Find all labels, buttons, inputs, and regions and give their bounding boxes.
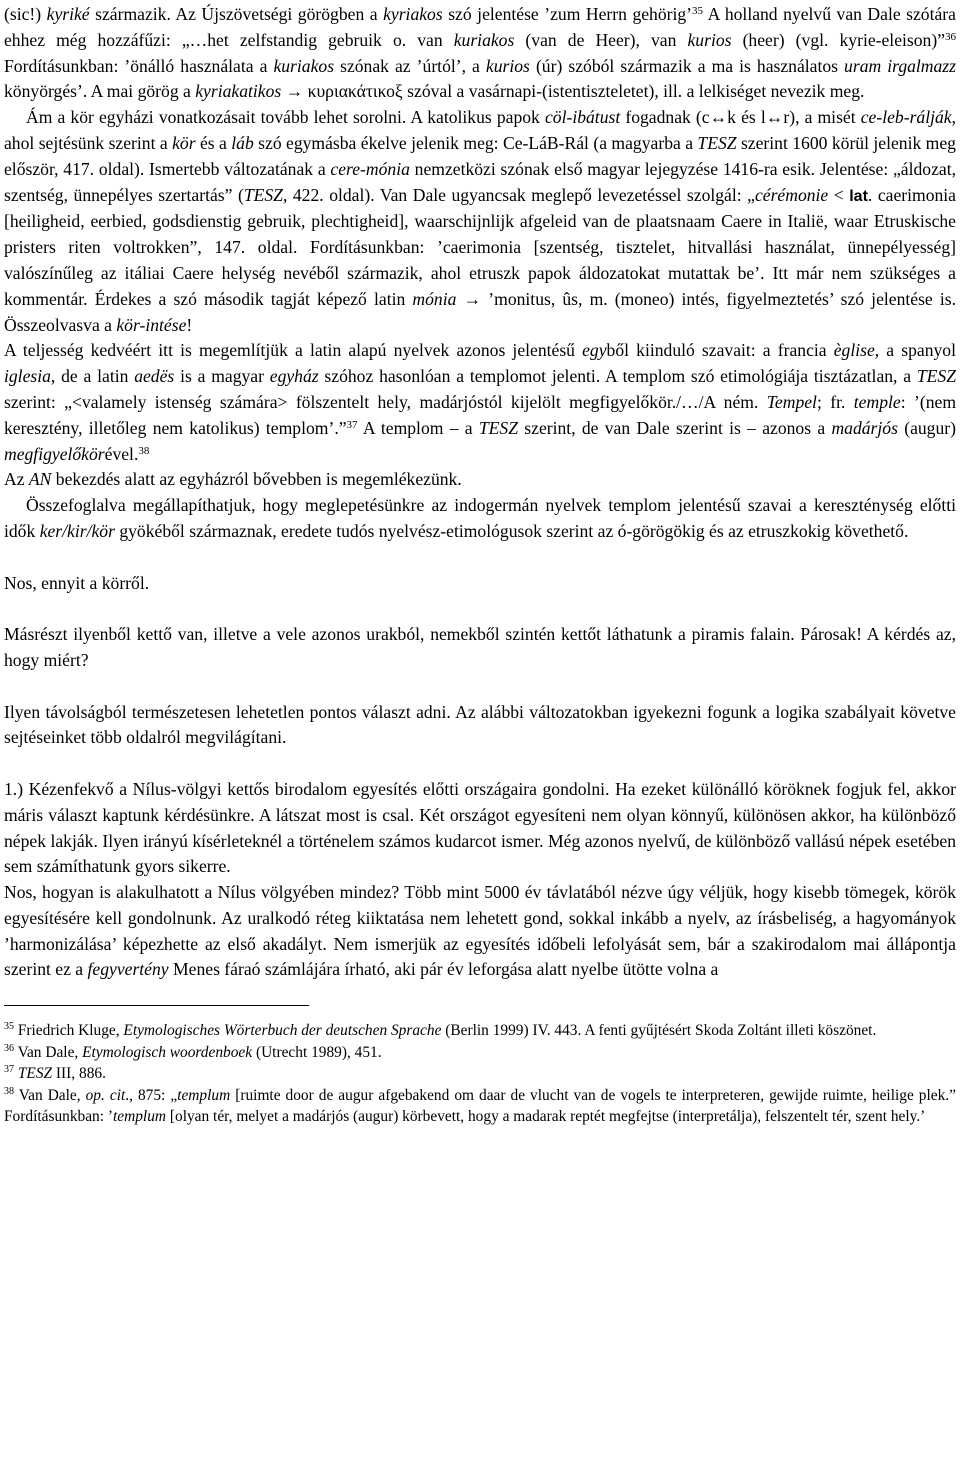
text-run: ! bbox=[186, 314, 193, 335]
text-run: (Utrecht 1989), 451. bbox=[252, 1043, 382, 1061]
text-run: Nos, hogyan is alakulhatott a Nílus völgyében mindez? Több mint 5000 év távlatából nézve úgy véljük, hogy kisebb tömegek, körök egyesítésére kell gondolnunk. Az uralkodó réteg kiiktatása nem lehetett gond, sokkal inkább a nyelv, az írásbeliség, a hagyományok ’harmonizálása’ képezhette az első akadályt. Nem ismerjük az egyesítés időbeli lefolyását sem, bár a szakirodalom mai állápontja szerint ez a bbox=[4, 882, 956, 980]
italic-run: cérémonie bbox=[754, 184, 829, 205]
italic-run: kyriakos bbox=[383, 4, 443, 24]
text-run: és a bbox=[195, 132, 232, 153]
footnote-ref: 38 bbox=[4, 1085, 14, 1097]
paragraph bbox=[4, 880, 956, 983]
footnote bbox=[4, 1042, 956, 1063]
italic-run: TESZ bbox=[916, 366, 956, 387]
text-run: < bbox=[828, 184, 850, 205]
italic-run: kör-intése bbox=[116, 314, 187, 335]
footnote-ref: 38 bbox=[138, 444, 150, 457]
italic-run: ce-leb-rálják bbox=[860, 107, 952, 128]
italic-run: fegyvertény bbox=[87, 959, 169, 980]
text-run: III, 886. bbox=[52, 1065, 106, 1083]
document-page bbox=[4, 2, 956, 1127]
text-run: könyörgés’. A mai görög a bbox=[4, 81, 196, 102]
text-run: Friedrich Kluge, bbox=[14, 1022, 124, 1040]
text-run: Van Dale, bbox=[14, 1086, 86, 1104]
italic-run: egyház bbox=[269, 366, 319, 387]
footnote-separator bbox=[4, 1005, 309, 1006]
paragraph bbox=[4, 622, 956, 674]
text-run: szó egymásba ékelve jelenik meg: Ce-LáB-Rál (a magyarba a bbox=[253, 132, 698, 153]
italic-run: TESZ bbox=[478, 417, 519, 438]
text-run: szónak az ’úrtól’, a bbox=[334, 55, 486, 76]
text-run: szerint 1600 körül jelenik meg először, 417. oldal). Ismertebb változatának a bbox=[4, 132, 956, 179]
italic-run: TESZ bbox=[243, 184, 283, 205]
text-run: Menes fáraó számlájára írható, aki pár év leforgása alatt nyelbe ütötte volna a bbox=[168, 959, 719, 980]
text-run: Összefoglalva megállapíthatjuk, hogy meglepetésünkre az indogermán nyelvek templom jelentésű szavai a kereszténység előtti idők bbox=[4, 495, 956, 541]
italic-run: AN bbox=[28, 469, 52, 490]
abbrev-run: lat bbox=[849, 187, 868, 205]
italic-run: ker/kir/kör bbox=[39, 520, 115, 541]
text-run: fogadnak (c↔k és l↔r), a misét bbox=[620, 107, 861, 128]
footnote-ref: 35 bbox=[692, 5, 704, 17]
italic-run: op. cit bbox=[85, 1086, 126, 1104]
italic-run: kurios bbox=[687, 29, 732, 50]
paragraph bbox=[4, 467, 956, 493]
paragraph bbox=[4, 338, 956, 467]
text-run: (úr) szóból származik a ma is használatos bbox=[529, 55, 845, 76]
text-run: . caerimonia [heiligheid, eerbied, godsdienstig gebruik, plechtigheid], waarschijnlijk afgeleid van de plaatsnaam Caere in Italië, waar Etruskische pristers riten voltrokken”, 147. oldal. Fordításunkban: ’caerimonia [szentség, tisztelet, hitvallási használat, ünnepélyesség] valószínűleg az itáliai Caere helység nevéből származik, ahol etruszk papok áldozatokat mutattak be’. Itt már nem szükséges a kommentár. Érdekes a szó második tagját képező latin bbox=[4, 184, 956, 309]
italic-run: cöl-ibátust bbox=[544, 107, 621, 128]
italic-run: uram irgalmazz bbox=[844, 55, 956, 76]
text-run: szerint, de van Dale szerint is – azonos a bbox=[518, 417, 832, 438]
text-run: : ’(nem keresztény, illetőleg nem katolikus) templom’.” bbox=[4, 391, 956, 438]
text-run: származik. Az Újszövetségi görögben a bbox=[89, 4, 384, 24]
text-run: , ahol sejtésünk szerint a bbox=[4, 107, 956, 153]
text-run: nemzetközi szónak első magyar lejegyzése 1416-ra esik. Jelentése: „áldozat, szentség, ünnepélyes szertartás” ( bbox=[4, 158, 956, 205]
text-run: bekezdés alatt az egyházról bővebben is megemlékezünk. bbox=[51, 469, 462, 490]
text-run: (Berlin 1999) IV. 443. A fenti gyűjtésért Skoda Zoltánt illeti köszönet. bbox=[441, 1022, 877, 1040]
paragraph bbox=[4, 700, 956, 752]
text-run: ; fr. bbox=[816, 391, 854, 412]
italic-run: kör bbox=[172, 132, 196, 153]
footnote bbox=[4, 1063, 956, 1084]
footnote-ref: 36 bbox=[945, 30, 957, 43]
footnote bbox=[4, 1020, 956, 1041]
text-run: szerint: „<valamely istenség számára> fölszentelt hely, madárjóstól kijelölt megfigyelőkör./…/A ném. bbox=[4, 391, 767, 412]
italic-run: madárjós bbox=[831, 417, 898, 438]
text-run: (heer) (vgl. kyrie-eleison)” bbox=[731, 29, 946, 50]
text-run: A templom – a bbox=[357, 417, 479, 438]
text-run: Nos, ennyit a körről. bbox=[4, 572, 150, 593]
italic-run: templum bbox=[113, 1107, 167, 1125]
text-run: → κυριακάτικοξ szóval a vasárnapi-(istentiszteletet), ill. a lelkiséget nevezik meg. bbox=[281, 81, 865, 102]
italic-run: kuriakos bbox=[273, 55, 335, 76]
text-run: szó jelentése ’zum Herrn gehörig’ bbox=[442, 4, 693, 24]
text-run: , a spanyol bbox=[874, 340, 956, 361]
paragraph bbox=[4, 571, 956, 597]
paragraph bbox=[4, 493, 956, 545]
italic-run: Tempel bbox=[766, 391, 817, 412]
italic-run: cere-mónia bbox=[330, 158, 410, 179]
italic-run: temple bbox=[853, 391, 901, 412]
paragraph bbox=[4, 105, 956, 338]
text-run: , de a latin bbox=[50, 366, 135, 387]
footnote-ref: 37 bbox=[346, 418, 358, 431]
italic-run: kyriké bbox=[46, 4, 90, 24]
text-run: Másrészt ilyenből kettő van, illetve a vele azonos urakból, nemekből szintén kettőt láthatunk a piramis falain. Párosak! A kérdés az, hogy miért? bbox=[4, 624, 956, 670]
text-run: Van Dale, bbox=[14, 1043, 83, 1061]
text-run: ével. bbox=[104, 443, 139, 464]
text-run: (van de Heer), van bbox=[514, 29, 688, 50]
paragraph bbox=[4, 2, 956, 105]
text-run: szóhoz hasonlóan a templomot jelenti. A templom szó etimológiája tisztázatlan, a bbox=[318, 366, 917, 387]
italic-run: Etymologisch woordenboek bbox=[82, 1043, 253, 1061]
footnote-ref: 37 bbox=[4, 1064, 14, 1076]
italic-run: iglesia bbox=[4, 366, 51, 387]
italic-run: megfigyelőkör bbox=[4, 443, 105, 464]
text-run: Fordításunkban: ’önálló használata a bbox=[4, 55, 274, 76]
text-run: ., 875: „ bbox=[125, 1086, 178, 1104]
text-run: 1.) Kézenfekvő a Nílus-völgyi kettős birodalom egyesítés előtti országaira gondolni. Ha ezeket különálló köröknek fogjuk fel, akkor máris választ kaptunk kérdésünkre. A látszat most is csal. Két országot egyesíteni nem olyan könnyű, különösen akkor, ha különböző népek lakják. Ilyen irányú kísérleteknél a történelem számos kudarcot ismer. Még azonos nyelvű, de különböző vallású népek esetében sem számíthatunk gyors sikerre. bbox=[4, 778, 956, 877]
italic-run: TESZ bbox=[17, 1065, 53, 1083]
italic-run: kurios bbox=[485, 55, 530, 76]
italic-run: mónia bbox=[412, 288, 457, 309]
text-run: A holland nyelvű van Dale szótára ehhez még hozzáfűzi: „…het zelfstandig gebruik o. van bbox=[4, 4, 956, 50]
text-run: ből kiinduló szavait: a francia bbox=[606, 340, 834, 361]
italic-run: kyriakatikos bbox=[195, 81, 282, 102]
italic-run: Etymologisches Wörterbuch der deutschen Sprache bbox=[123, 1022, 442, 1040]
italic-run: egy bbox=[582, 340, 607, 361]
italic-run: aedës bbox=[134, 366, 175, 387]
text-run: [olyan tér, melyet a madárjós (augur) körbevett, hogy a madarak reptét megfejtse (interpretálja), felszentelt tér, szent hely.’ bbox=[166, 1107, 926, 1125]
italic-run: èglise bbox=[833, 340, 875, 361]
footnote-ref: 35 bbox=[4, 1021, 14, 1033]
italic-run: kuriakos bbox=[453, 29, 515, 50]
text-run: , 422. oldal). Van Dale ugyancsak meglepő levezetéssel szolgál: „ bbox=[282, 184, 755, 205]
text-run: [ruimte door de augur afgebakend om daar de vlucht van de vogels te interpreteren, gewijde ruimte, heilige plek.” Fordításunkban: ’ bbox=[4, 1086, 956, 1125]
main-text bbox=[4, 2, 956, 983]
text-run: A teljesség kedvéért itt is megemlítjük a latin alapú nyelvek azonos jelentésű bbox=[4, 340, 583, 361]
text-run: (augur) bbox=[897, 417, 956, 438]
text-run: → ’monitus, ûs, m. (moneo) intés, figyelmeztetés’ szó jelentése is. Összeolvasva a bbox=[4, 288, 957, 335]
text-run: Ám a kör egyházi vonatkozásait tovább lehet sorolni. A katolikus papok bbox=[26, 107, 545, 128]
text-run: Ilyen távolságból természetesen lehetetlen pontos választ adni. Az alábbi változatokban igyekezni fogunk a logika szabályait követve sejtéseinket több oldalról megvilágítani. bbox=[4, 701, 956, 748]
italic-run: láb bbox=[231, 132, 254, 153]
text-run: is a magyar bbox=[174, 366, 270, 387]
footnote bbox=[4, 1085, 956, 1128]
footnotes bbox=[4, 1020, 956, 1127]
italic-run: TESZ bbox=[697, 132, 737, 153]
footnote-ref: 36 bbox=[4, 1042, 14, 1054]
paragraph bbox=[4, 777, 956, 880]
text-run: Az bbox=[4, 469, 29, 490]
italic-run: templum bbox=[177, 1086, 231, 1104]
text-run: (sic!) bbox=[4, 4, 47, 24]
text-run: gyökéből származnak, eredete tudós nyelvész-etimológusok szerint az ó-görögökig és az etruszkokig követhető. bbox=[114, 520, 909, 541]
